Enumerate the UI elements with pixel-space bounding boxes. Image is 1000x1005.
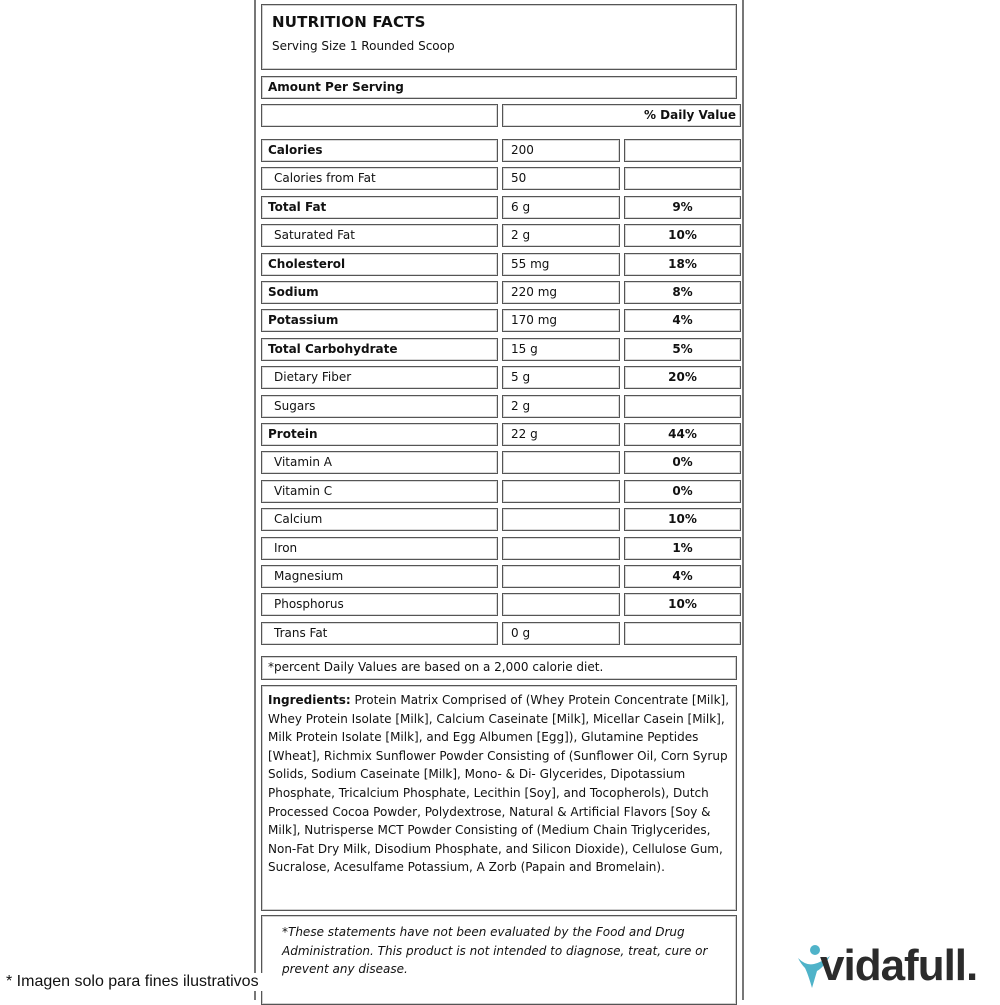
nutrient-label: Magnesium [261,565,498,588]
nutrient-amount [502,451,620,474]
nutrient-label: Vitamin A [261,451,498,474]
nutrient-amount [502,508,620,531]
nutrient-label: Sodium [261,281,498,304]
daily-value-header-row [261,104,737,127]
ingredients [268,691,730,877]
amount-per-serving: Amount Per Serving [268,80,404,94]
nutrient-amount [502,565,620,588]
nutrient-row [261,395,737,418]
nutrient-daily-value [624,167,741,190]
nutrient-amount [502,593,620,616]
nutrient-label: Protein [261,423,498,446]
serving-size: Serving Size 1 Rounded Scoop [272,39,455,53]
nutrient-daily-value [624,139,741,162]
nutrient-row [261,565,737,588]
daily-value-header [502,104,741,127]
nutrient-daily-value: 10% [624,593,741,616]
nutrient-daily-value: 9% [624,196,741,219]
nutrient-daily-value: 1% [624,537,741,560]
nutrient-row [261,480,737,503]
nutrient-row [261,338,737,361]
nutrient-amount [502,537,620,560]
nutrient-label: Dietary Fiber [261,366,498,389]
nutrient-daily-value: 10% [624,508,741,531]
nutrient-daily-value: 20% [624,366,741,389]
nutrient-daily-value [624,395,741,418]
nutrient-amount [502,480,620,503]
footnote-box [261,656,737,680]
nutrient-row [261,366,737,389]
nutrient-amount: 170 mg [502,309,620,332]
nutrient-label: Trans Fat [261,622,498,645]
ingredients-label: Ingredients: [268,693,351,707]
ingredients-text: Protein Matrix Comprised of (Whey Protein Concentrate [Milk], Whey Protein Isolate [Milk], Calcium Caseinate [Milk], Micellar Casein [Milk], Milk Protein Isolate [Milk], and Egg Albumen [Egg]), Glutamine Peptides [Wheat], Richmix Sunflower Powder Consisting of (Sunflower Oil, Corn Syrup Solids, Sodium Caseinate [Milk], Mono- & Di- Glycerides, Dipotassium Phosphate, Tricalcium Phosphate, Lecithin [Soy], and Tocopherols), Dutch Processed Cocoa Powder, Polydextrose, Natural & Artificial Flavors [Soy & Milk], Nutrisperse MCT Powder Consisting of (Medium Chain Triglycerides, Non-Fat Dry Milk, Disodium Phosphate, and Silicon Dioxide), Cellulose Gum, Sucralose, Acesulfame Potassium, A Zorb (Papain and Bromelain). [268,693,730,875]
amount-per-serving-bar [261,76,737,99]
nutrient-amount: 5 g [502,366,620,389]
nutrient-row [261,622,737,645]
nutrient-label: Calcium [261,508,498,531]
nutrient-label: Total Fat [261,196,498,219]
nutrient-row [261,139,737,162]
nutrient-amount: 50 [502,167,620,190]
nutrient-amount: 15 g [502,338,620,361]
illustrative-caption: * Imagen solo para fines ilustrativos [6,973,263,991]
nutrient-label: Calories [261,139,498,162]
nutrient-row [261,167,737,190]
header-blank-cell [261,104,498,127]
nutrient-label: Calories from Fat [261,167,498,190]
nutrient-daily-value: 8% [624,281,741,304]
vidafull-logo [796,938,996,994]
nutrient-label: Potassium [261,309,498,332]
nutrient-amount: 200 [502,139,620,162]
nutrient-amount: 6 g [502,196,620,219]
nutrient-row [261,537,737,560]
nutrient-daily-value: 0% [624,451,741,474]
disclaimer-box [261,915,737,1005]
nutrient-label: Sugars [261,395,498,418]
nutrient-daily-value: 0% [624,480,741,503]
label-header [261,4,737,70]
nutrient-daily-value: 44% [624,423,741,446]
nutrient-daily-value: 5% [624,338,741,361]
nutrient-amount: 55 mg [502,253,620,276]
nutrient-amount: 2 g [502,224,620,247]
nutrient-row [261,593,737,616]
nutrient-row [261,451,737,474]
nutrient-amount: 220 mg [502,281,620,304]
nutrient-daily-value: 4% [624,565,741,588]
nutrient-label: Cholesterol [261,253,498,276]
nutrient-row [261,281,737,304]
ingredients-box [261,685,737,911]
nutrient-label: Phosphorus [261,593,498,616]
disclaimer: *These statements have not been evaluated by the Food and Drug Administration. This product is not intended to diagnose, treat, cure or prevent any disease. [282,925,708,977]
nutrient-amount: 0 g [502,622,620,645]
nutrient-daily-value [624,622,741,645]
footnote: *percent Daily Values are based on a 2,000 calorie diet. [268,660,604,674]
nutrient-daily-value: 18% [624,253,741,276]
label-title: NUTRITION FACTS [272,13,426,31]
nutrition-label [254,0,744,1000]
logo-text: vidafull. [820,941,978,990]
nutrient-label: Total Carbohydrate [261,338,498,361]
nutrient-label: Iron [261,537,498,560]
nutrient-label: Vitamin C [261,480,498,503]
nutrient-row [261,253,737,276]
nutrient-row [261,224,737,247]
nutrient-label: Saturated Fat [261,224,498,247]
nutrient-daily-value: 10% [624,224,741,247]
nutrient-row [261,423,737,446]
nutrient-row [261,196,737,219]
daily-value-header-label: % Daily Value [643,108,736,122]
nutrient-amount: 22 g [502,423,620,446]
nutrient-row [261,309,737,332]
nutrient-amount: 2 g [502,395,620,418]
nutrient-daily-value: 4% [624,309,741,332]
nutrient-row [261,508,737,531]
